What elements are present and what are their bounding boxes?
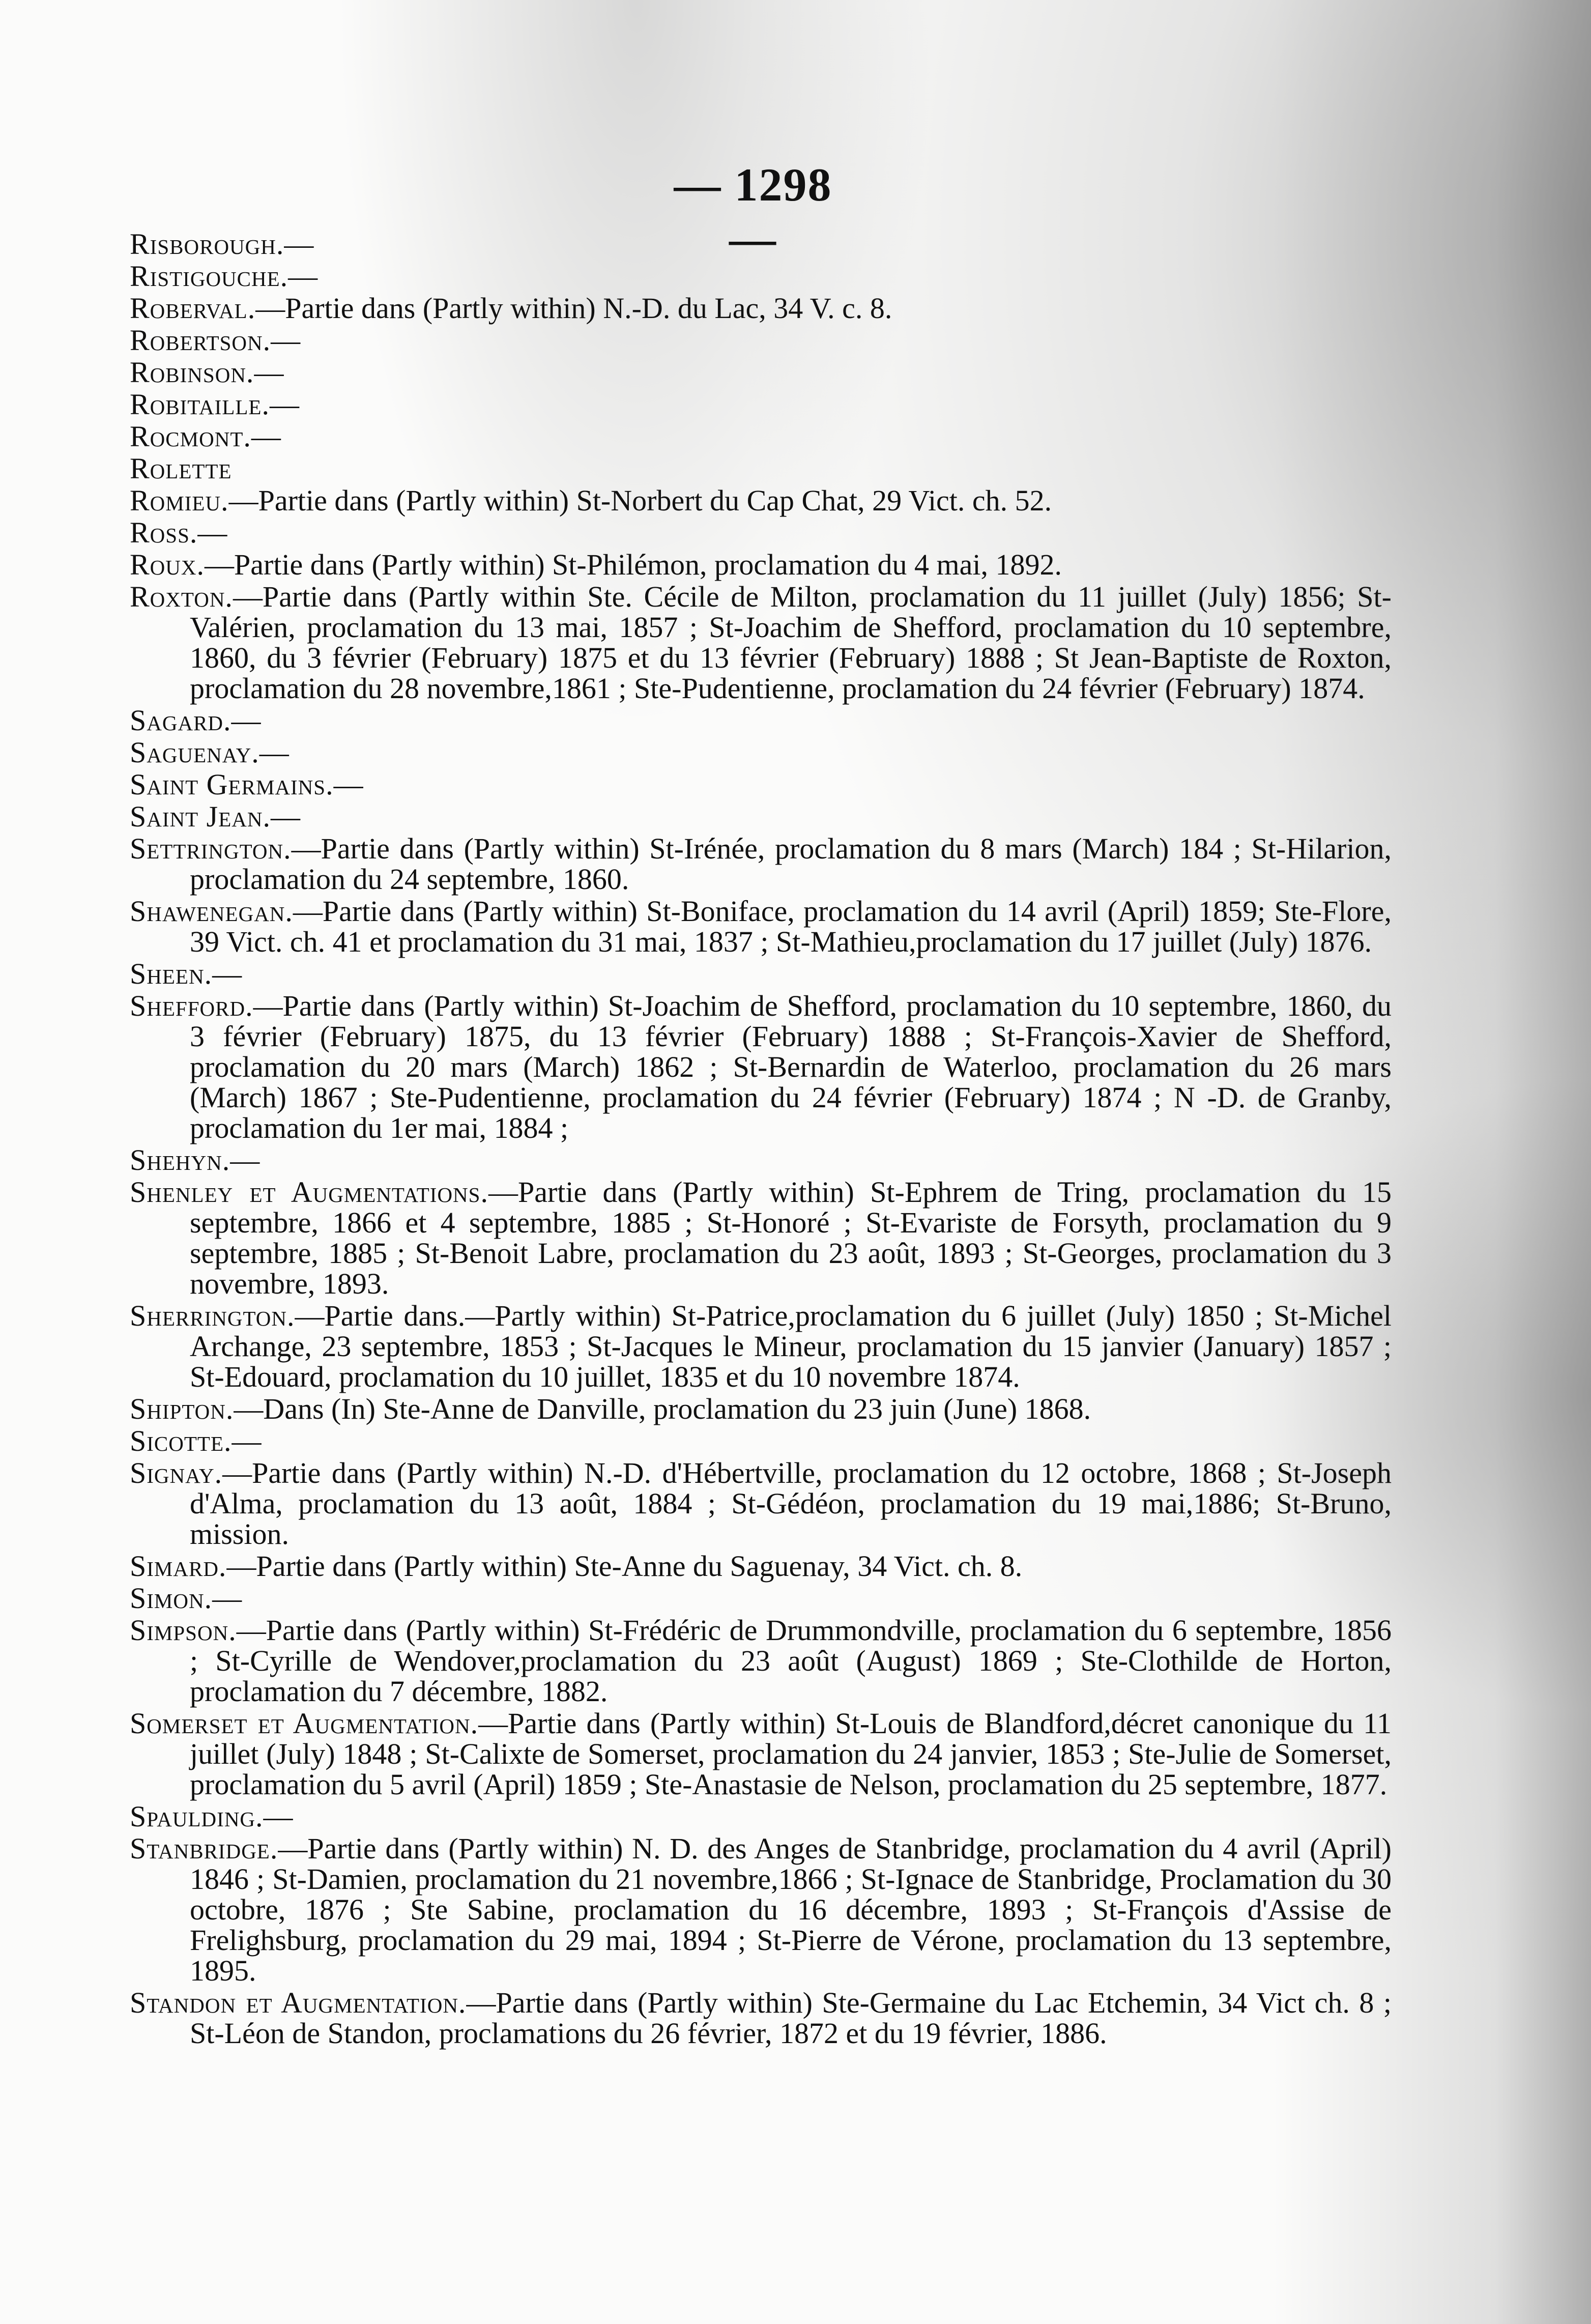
entry-text: —Partie dans (Partly within) St-Louis de Blandford,décret canonique du 11 juillet (July) 1848 ; St-Calixte de Somerset, proclamation du 24 janvier, 1853 ; Ste-Julie de Somerset, proclamation du 5 avril (April) 1859 ; Ste-Anastasie de Nelson, proclamation du 25 septembre, 1877. — [190, 1707, 1392, 1801]
entry-list — [130, 229, 1392, 2050]
entry — [130, 1615, 1392, 1707]
entry-text: —Dans (In) Ste-Anne de Danville, proclamation du 23 juin (June) 1868. — [234, 1392, 1091, 1425]
entry — [130, 1551, 1392, 1582]
entry-text: — — [333, 768, 363, 801]
entry — [130, 293, 1392, 324]
entry — [130, 1458, 1392, 1550]
entry-text: — — [230, 1143, 260, 1177]
entry-name: Sheen. — [130, 957, 213, 990]
entry-text: — — [263, 1800, 293, 1833]
entry-name: Spaulding. — [130, 1800, 264, 1833]
entry-name: Saint Jean. — [130, 800, 271, 833]
entry-name: Saguenay. — [130, 736, 259, 769]
entry-text: — — [254, 356, 284, 389]
entry — [130, 1833, 1392, 1986]
entry-text: — — [271, 800, 301, 833]
entry — [130, 801, 1392, 832]
entry-text: —Partie dans (Partly within) Ste-Anne du Saguenay, 34 Vict. ch. 8. — [226, 1550, 1023, 1583]
entry-name: Roberval. — [130, 292, 256, 325]
entry-text: —Partie dans (Partly within) St-Boniface, proclamation du 14 avril (April) 1859; Ste-Flore, 39 Vict. ch. 41 et proclamation du 31 mai, 1837 ; St-Mathieu,proclamation du 17 juillet (July) 1876. — [190, 895, 1392, 958]
entry — [130, 357, 1392, 388]
entry-name: Risborough. — [130, 227, 284, 261]
entry-name: Simon. — [130, 1582, 213, 1615]
entry — [130, 1708, 1392, 1800]
entry-name: Somerset et Augmentation. — [130, 1707, 479, 1740]
entry-name: Shipton. — [130, 1392, 234, 1425]
entry — [130, 1801, 1392, 1832]
entry-text: — — [269, 388, 299, 421]
entry-text: —Partie dans (Partly within) N. D. des Anges de Stanbridge, proclamation du 4 avril (April) 1846 ; St-Damien, proclamation du 21 novembre,1866 ; St-Ignace de Stanbridge, Proclamation du 30 octobre, 1876 ; Ste Sabine, proclamation du 16 décembre, 1893 ; St-François d'Assise de Frelighsburg, proclamation du 29 mai, 1894 ; St-Pierre de Vérone, proclamation du 13 septembre, 1895. — [190, 1832, 1392, 1987]
entry-name: Romieu. — [130, 484, 229, 517]
entry-text: —Partie dans (Partly within) St-Irénée, proclamation du 8 mars (March) 184 ; St-Hilarion, proclamation du 24 septembre, 1860. — [190, 832, 1392, 896]
entry-text: — — [288, 260, 318, 293]
entry — [130, 769, 1392, 800]
entry — [130, 325, 1392, 356]
entry — [130, 261, 1392, 292]
entry-name: Standon et Augmentation. — [130, 1986, 467, 2019]
entry-name: Robinson. — [130, 356, 254, 389]
entry — [130, 1394, 1392, 1424]
entry-text: —Partie dans (Partly within) St-Philémon, proclamation du 4 mai, 1892. — [205, 548, 1062, 581]
entry-text: —Partie dans (Partly within) Ste-Germaine du Lac Etchemin, 34 Vict ch. 8 ; St-Léon de Standon, proclamations du 26 février, 1872 et du 19 février, 1886. — [190, 1986, 1392, 2050]
entry — [130, 453, 1392, 484]
entry-text: — — [212, 1582, 242, 1615]
entry-name: Sicotte. — [130, 1424, 232, 1457]
entry-text: —Partie dans (Partly within) N.-D. d'Hébertville, proclamation du 12 octobre, 1868 ; St-Joseph d'Alma, proclamation du 13 août, 1884 ; St-Gédéon, proclamation du 19 mai,1886; St-Bruno, mission. — [190, 1456, 1392, 1551]
entry — [130, 834, 1392, 895]
entry-name: Simpson. — [130, 1614, 237, 1647]
entry-name: Ristigouche. — [130, 260, 288, 293]
entry — [130, 1426, 1392, 1456]
entry-text: — — [231, 704, 261, 737]
entry-text: —Partie dans (Partly within) St-Frédéric de Drummondville, proclamation du 6 septembre, 1856 ; St-Cyrille de Wendover,proclamation du 23 août (August) 1869 ; Ste-Clothilde de Horton, proclamation du 7 décembre, 1882. — [190, 1614, 1392, 1708]
entry-text: — — [271, 324, 301, 357]
entry — [130, 737, 1392, 768]
entry-name: Rocmont. — [130, 420, 251, 453]
entry-text: — — [212, 957, 242, 990]
entry-text: — — [232, 1424, 262, 1457]
entry-name: Shefford. — [130, 989, 253, 1022]
entry — [130, 550, 1392, 580]
entry — [130, 229, 1392, 260]
entry-name: Sagard. — [130, 704, 232, 737]
entry — [130, 518, 1392, 548]
entry — [130, 1583, 1392, 1614]
entry-text: —Partie dans (Partly within) N.-D. du Lac, 34 V. c. 8. — [255, 292, 892, 325]
entry — [130, 1301, 1392, 1392]
entry-text: —Partie dans (Partly within) St-Joachim de Shefford, proclamation du 10 septembre, 1860, du 3 février (February) 1875, du 13 février (February) 1888 ; St-François-Xavier de Shefford, proclamation du 20 mars (March) 1862 ; St-Bernardin de Waterloo, proclamation du 26 mars (March) 1867 ; Ste-Pudentienne, proclamation du 24 février (February) 1874 ; N -D. de Granby, proclamation du 1er mai, 1884 ; — [190, 989, 1392, 1144]
entry-name: Shawenegan. — [130, 895, 293, 928]
entry-text: —Partie dans.—Partly within) St-Patrice,proclamation du 6 juillet (July) 1850 ; St-Michel Archange, 23 septembre, 1853 ; St-Jacques le Mineur, proclamation du 15 janvier (January) 1857 ; St-Edouard, proclamation du 10 juillet, 1835 et du 10 novembre 1874. — [190, 1299, 1392, 1393]
entry — [130, 1177, 1392, 1299]
entry — [130, 485, 1392, 516]
entry — [130, 421, 1392, 452]
entry-name: Rolette — [130, 452, 232, 485]
entry — [130, 705, 1392, 736]
entry-name: Settrington. — [130, 832, 292, 865]
entry-name: Roux. — [130, 548, 205, 581]
entry-text: —Partie dans (Partly within) St-Ephrem de Tring, proclamation du 15 septembre, 1866 et 4 septembre, 1885 ; St-Honoré ; St-Evariste de Forsyth, proclamation du 9 septembre, 1885 ; St-Benoit Labre, proclamation du 23 août, 1893 ; St-Georges, proclamation du 3 novembre, 1893. — [190, 1175, 1392, 1300]
entry-text: — — [197, 516, 227, 549]
entry-name: Simard. — [130, 1550, 227, 1583]
entry — [130, 991, 1392, 1143]
entry-name: Shenley et Augmentations. — [130, 1175, 488, 1209]
entry-text: —Partie dans (Partly within) St-Norbert du Cap Chat, 29 Vict. ch. 52. — [228, 484, 1052, 517]
entry-name: Roxton. — [130, 580, 233, 613]
entry-text: — — [284, 227, 314, 261]
page-number: — 1298 — — [674, 159, 832, 265]
entry-name: Saint Germains. — [130, 768, 334, 801]
entry-name: Stanbridge. — [130, 1832, 278, 1865]
entry-name: Shehyn. — [130, 1143, 230, 1177]
entry — [130, 582, 1392, 704]
entry-text: — — [251, 420, 281, 453]
entry — [130, 959, 1392, 989]
entry-name: Robertson. — [130, 324, 271, 357]
entry — [130, 896, 1392, 957]
entry-name: Sherrington. — [130, 1299, 295, 1332]
entry-name: Ross. — [130, 516, 198, 549]
entry-name: Signay. — [130, 1456, 223, 1489]
entry — [130, 1145, 1392, 1175]
entry — [130, 389, 1392, 420]
entry — [130, 1988, 1392, 2049]
entry-name: Robitaille. — [130, 388, 270, 421]
entry-text: — — [259, 736, 289, 769]
entry-text: —Partie dans (Partly within Ste. Cécile de Milton, proclamation du 11 juillet (July) 1856; St-Valérien, proclamation du 13 mai, 1857 ; St-Joachim de Shefford, proclamation du 10 septembre, 1860, du 3 février (February) 1875 et du 13 février (February) 1888 ; St Jean-Baptiste de Roxton, proclamation du 28 novembre,1861 ; Ste-Pudentienne, proclamation du 24 février (February) 1874. — [190, 580, 1392, 705]
